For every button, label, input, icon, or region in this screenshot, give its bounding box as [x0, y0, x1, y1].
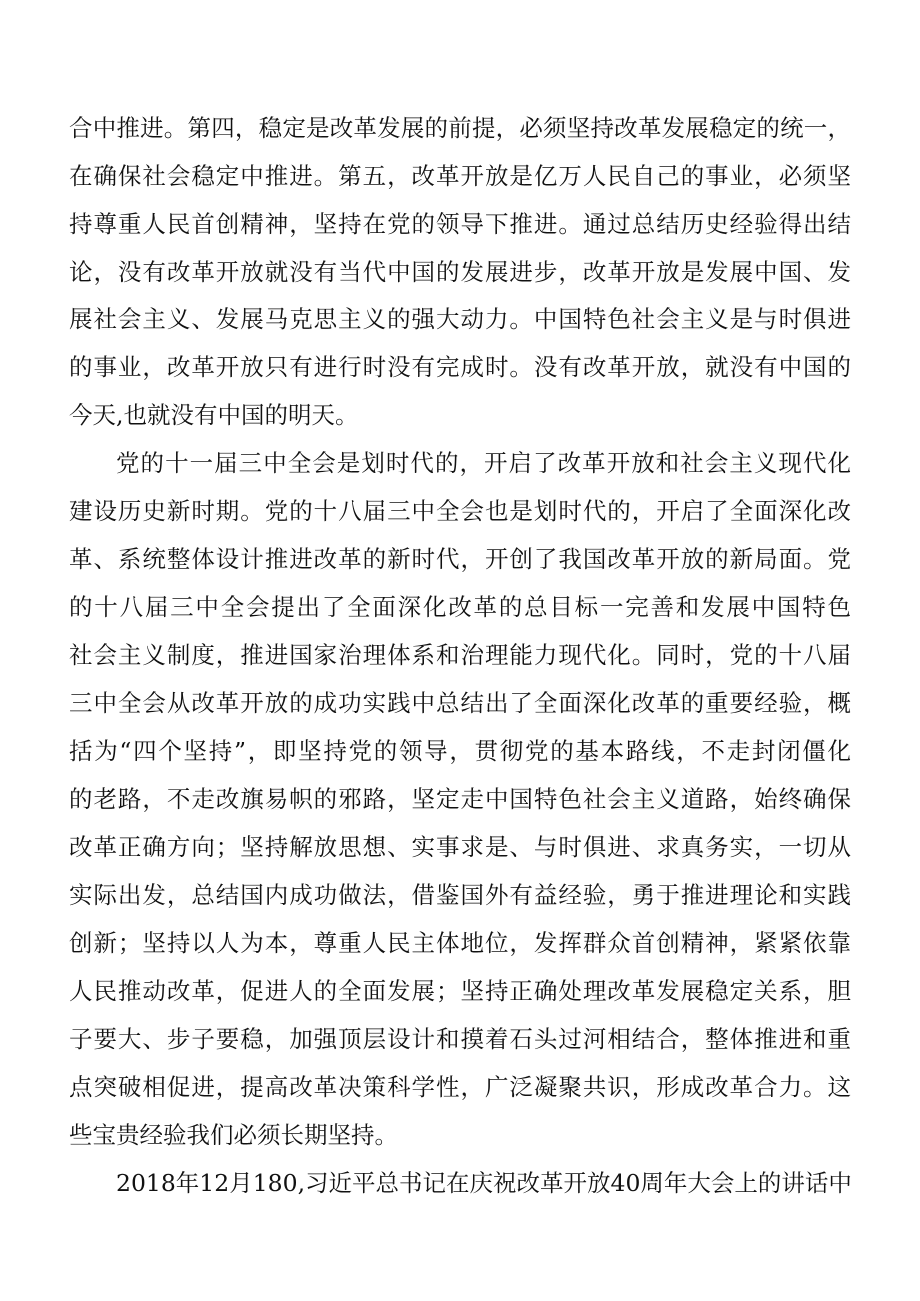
paragraph-2-line-3: 革、系统整体设计推进改革的新时代，开创了我国改革开放的新局面。党	[69, 545, 851, 573]
paragraph-2-line-8: 的老路，不走改旗易帜的邪路，坚定走中国特色社会主义道路，始终确保	[69, 785, 851, 813]
paragraph-1-line-3: 持尊重人民首创精神，坚持在党的领导下推进。通过总结历史经验得出结	[69, 210, 851, 238]
paragraph-2-line-2: 建设历史新时期。党的十八届三中全会也是划时代的，开启了全面深化改	[69, 497, 851, 525]
paragraph-2-line-10: 实际出发，总结国内成功做法，借鉴国外有益经验，勇于推进理论和实践	[69, 881, 851, 909]
paragraph-1-line-6: 的事业，改革开放只有进行时没有完成时。没有改革开放，就没有中国的	[69, 353, 851, 381]
paragraph-2-line-5: 社会主义制度，推进国家治理体系和治理能力现代化。同时，党的十八届	[69, 641, 851, 669]
paragraph-2-line-12: 人民推动改革，促进人的全面发展；坚持正确处理改革发展稳定关系，胆	[69, 977, 851, 1005]
paragraph-3-line-1: 2018年12月180,习近平总书记在庆祝改革开放40周年大会上的讲话中	[116, 1169, 852, 1197]
paragraph-2-line-4: 的十八届三中全会提出了全面深化改革的总目标一完善和发展中国特色	[69, 593, 851, 621]
paragraph-1-line-4: 论，没有改革开放就没有当代中国的发展进步，改革开放是发展中国、发	[69, 258, 851, 286]
paragraph-1-line-7: 今天,也就没有中国的明天。	[69, 401, 359, 429]
paragraph-2-line-1: 党的十一届三中全会是划时代的，开启了改革开放和社会主义现代化	[116, 449, 851, 477]
paragraph-2-line-14: 点突破相促进，提高改革决策科学性，广泛凝聚共识，形成改革合力。这	[69, 1073, 851, 1101]
paragraph-1-line-2: 在确保社会稳定中推进。第五，改革开放是亿万人民自己的事业，必须坚	[69, 162, 851, 190]
paragraph-2-line-7: 括为“四个坚持”，即坚持党的领导，贯彻党的基本路线，不走封闭僵化	[69, 737, 851, 765]
paragraph-1-line-5: 展社会主义、发展马克思主义的强大动力。中国特色社会主义是与时俱进	[69, 305, 851, 333]
paragraph-2-line-6: 三中全会从改革开放的成功实践中总结出了全面深化改革的重要经验，概	[69, 689, 851, 717]
paragraph-2-line-9: 改革正确方向；坚持解放思想、实事求是、与时俱进、求真务实，一切从	[69, 833, 851, 861]
paragraph-2-line-15: 些宝贵经验我们必须长期坚持。	[69, 1121, 398, 1149]
paragraph-2-line-13: 子要大、步子要稳，加强顶层设计和摸着石头过河相结合，整体推进和重	[69, 1025, 851, 1053]
paragraph-2-line-11: 创新；坚持以人为本，尊重人民主体地位，发挥群众首创精神，紧紧依靠	[69, 929, 851, 957]
paragraph-1-line-1: 合中推进。第四，稳定是改革发展的前提，必须坚持改革发展稳定的统一，	[69, 114, 851, 142]
